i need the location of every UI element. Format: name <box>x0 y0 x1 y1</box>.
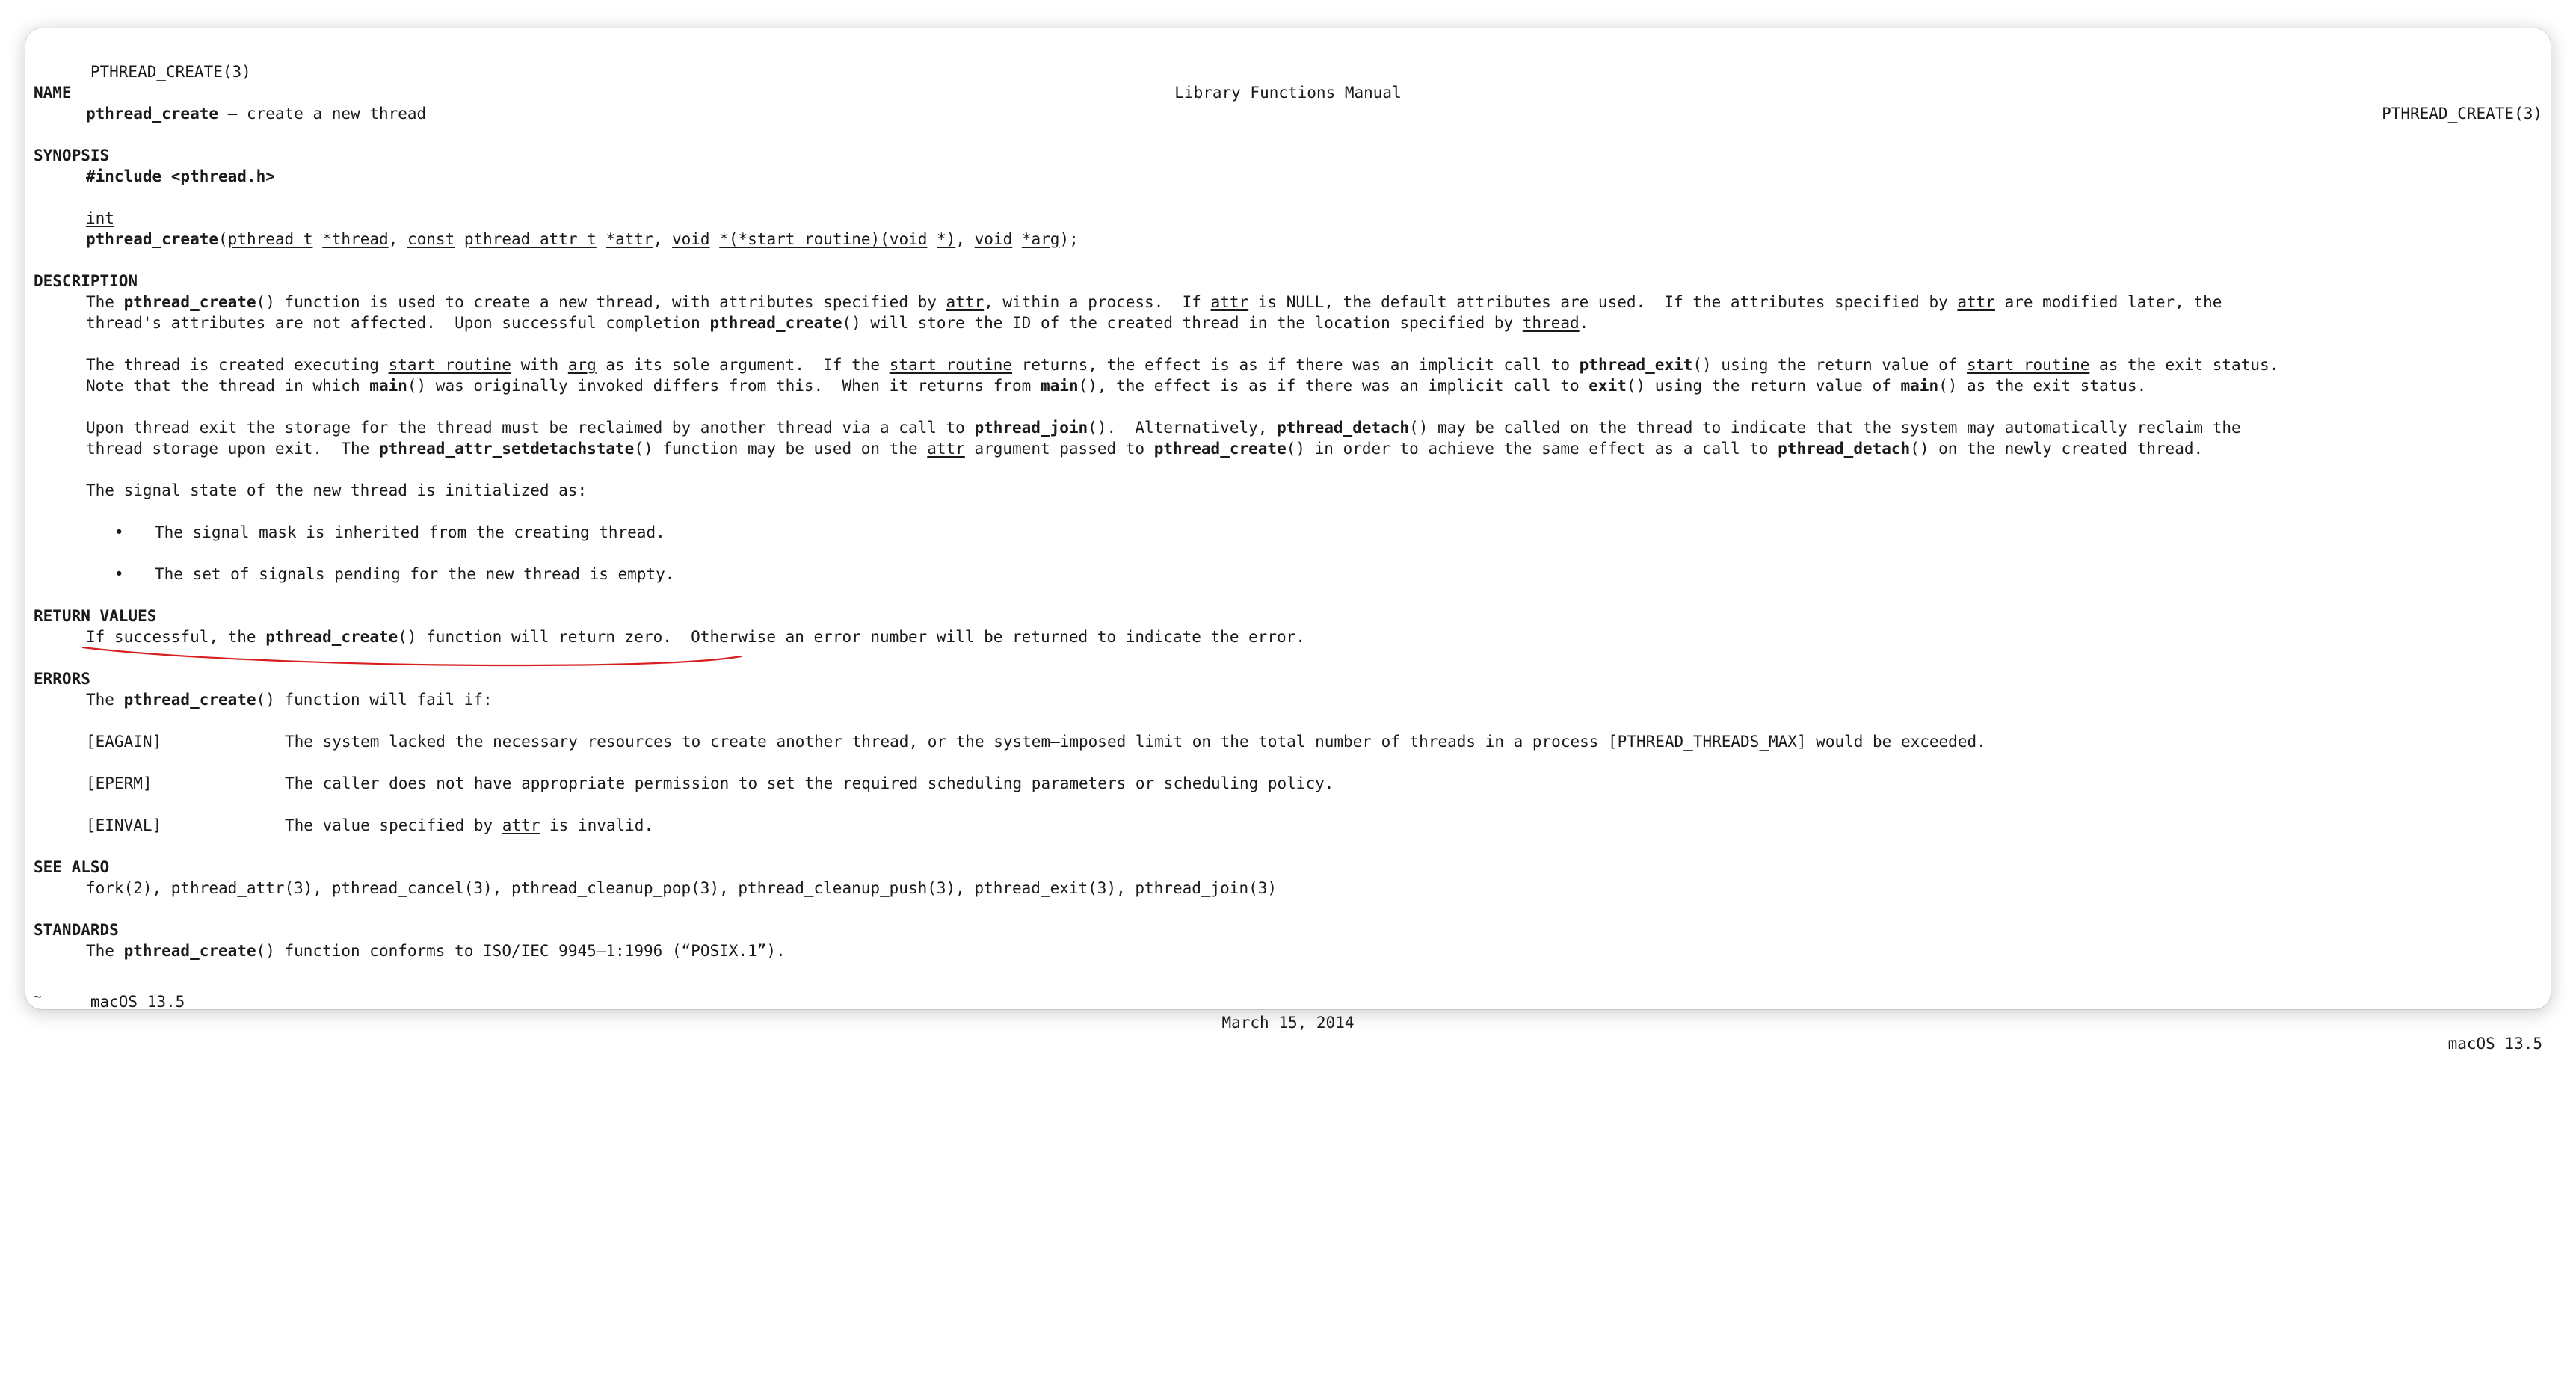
synopsis-paren: ( <box>218 230 228 248</box>
footer-left: macOS 13.5 <box>90 993 185 1011</box>
synopsis-type: void <box>974 230 1013 248</box>
synopsis-arg: *attr <box>606 230 653 248</box>
synopsis-space <box>312 230 322 248</box>
desc-p1-line1: The pthread_create() function is used to create a new thread, with attributes specified by attr, within a process. If attr is NULL, the default attributes are used. If the attributes specified by attr are modified later, the <box>86 293 2222 311</box>
shell-prompt[interactable]: ~ <box>34 989 42 1005</box>
synopsis-space <box>1012 230 1022 248</box>
synopsis-sep: , <box>955 230 975 248</box>
annotation-stroke <box>83 647 741 665</box>
synopsis-prototype <box>86 229 1079 250</box>
section-description-heading: DESCRIPTION <box>34 272 138 290</box>
synopsis-space <box>710 230 720 248</box>
error-desc-eperm: The caller does not have appropriate permission to set the required scheduling parameters or scheduling policy. <box>285 774 1334 792</box>
desc-p1-line2: thread's attributes are not affected. Upon successful completion pthread_create() will store the ID of the created thread in the location specified by thread. <box>86 314 1589 332</box>
man-footer <box>34 970 2542 1053</box>
bullet-icon: • <box>114 523 124 541</box>
bullet-text: The set of signals pending for the new thread is empty. <box>155 565 675 583</box>
synopsis-type: pthread_attr_t <box>463 230 597 248</box>
synopsis-include: #include <pthread.h> <box>86 167 275 185</box>
see-also-line: fork(2), pthread_attr(3), pthread_cancel(3), pthread_cleanup_pop(3), pthread_cleanup_push(3), pthread_exit(3), pthread_join(3) <box>86 879 1278 897</box>
desc-p4: The signal state of the new thread is initialized as: <box>86 481 588 499</box>
name-desc: – create a new thread <box>218 105 427 123</box>
bullet-icon: • <box>114 565 124 583</box>
terminal-window <box>25 28 2551 1053</box>
synopsis-func: pthread_create <box>86 230 219 248</box>
error-desc-einval: The value specified by attr is invalid. <box>285 816 654 834</box>
desc-p3-line1: Upon thread exit the storage for the thread must be reclaimed by another thread via a call to pthread_join(). Alternatively, pthread_detach() may be called on the thread to indicate that the system may automatically reclaim the <box>86 419 2241 437</box>
errors-intro: The pthread_create() function will fail if: <box>86 691 493 709</box>
header-center: Library Functions Manual <box>1174 84 1402 102</box>
synopsis-type: void <box>672 230 710 248</box>
name-line <box>86 103 426 124</box>
bullet-text: The signal mask is inherited from the creating thread. <box>155 523 665 541</box>
section-return-values-heading: RETURN VALUES <box>34 607 157 625</box>
red-underline-annotation <box>34 28 2542 1009</box>
desc-p2-line2: Note that the thread in which main() was originally invoked differs from this. When it returns from main(), the effect is as if there was an implicit call to exit() using the return value of main() as the exit status. <box>86 377 2147 395</box>
list-item <box>114 564 675 585</box>
synopsis-paren: ); <box>1059 230 1079 248</box>
section-synopsis-heading: SYNOPSIS <box>34 147 110 164</box>
synopsis-sep: , <box>388 230 407 248</box>
error-desc-eagain: The system lacked the necessary resources to create another thread, or the system–imposed limit on the total number of threads in a process [PTHREAD_THREADS_MAX] would be exceeded. <box>285 733 1986 751</box>
synopsis-space <box>597 230 606 248</box>
synopsis-space <box>927 230 937 248</box>
synopsis-type: pthread_t <box>227 230 313 248</box>
synopsis-return-type: int <box>86 209 114 227</box>
error-code-einval: [EINVAL] <box>86 816 162 834</box>
man-page <box>34 28 2542 1053</box>
footer-right: macOS 13.5 <box>2447 1035 2542 1053</box>
synopsis-arg: *) <box>937 230 956 248</box>
list-item <box>114 522 665 543</box>
synopsis-arg: *(*start_routine)(void <box>719 230 928 248</box>
name-func: pthread_create <box>86 105 219 123</box>
synopsis-type: const <box>407 230 455 248</box>
synopsis-arg: *arg <box>1021 230 1060 248</box>
section-standards-heading: STANDARDS <box>34 921 119 939</box>
header-left: PTHREAD_CREATE(3) <box>90 63 251 81</box>
synopsis-arg: *thread <box>322 230 389 248</box>
section-see-also-heading: SEE ALSO <box>34 858 110 876</box>
desc-p3-line2: thread storage upon exit. The pthread_attr_setdetachstate() function may be used on the attr argument passed to pthread_create() in order to achieve the same effect as a call to pthread_detach() on the newly created thread. <box>86 440 2204 458</box>
synopsis-space <box>455 230 464 248</box>
return-values-line: If successful, the pthread_create() function will return zero. Otherwise an error number will be returned to indicate the error. <box>86 628 1305 646</box>
header-right: PTHREAD_CREATE(3) <box>2382 105 2542 123</box>
standards-line: The pthread_create() function conforms to ISO/IEC 9945–1:1996 (“POSIX.1”). <box>86 942 786 960</box>
section-errors-heading: ERRORS <box>34 670 90 688</box>
synopsis-sep: , <box>653 230 672 248</box>
footer-center: March 15, 2014 <box>1221 1014 1355 1032</box>
error-code-eperm: [EPERM] <box>86 774 152 792</box>
error-code-eagain: [EAGAIN] <box>86 733 162 751</box>
desc-p2-line1: The thread is created executing start_routine with arg as its sole argument. If the start_routine returns, the effect is as if there was an implicit call to pthread_exit() using the return value of start_routine as the exit status. <box>86 356 2279 374</box>
section-name-heading: NAME <box>34 84 72 102</box>
